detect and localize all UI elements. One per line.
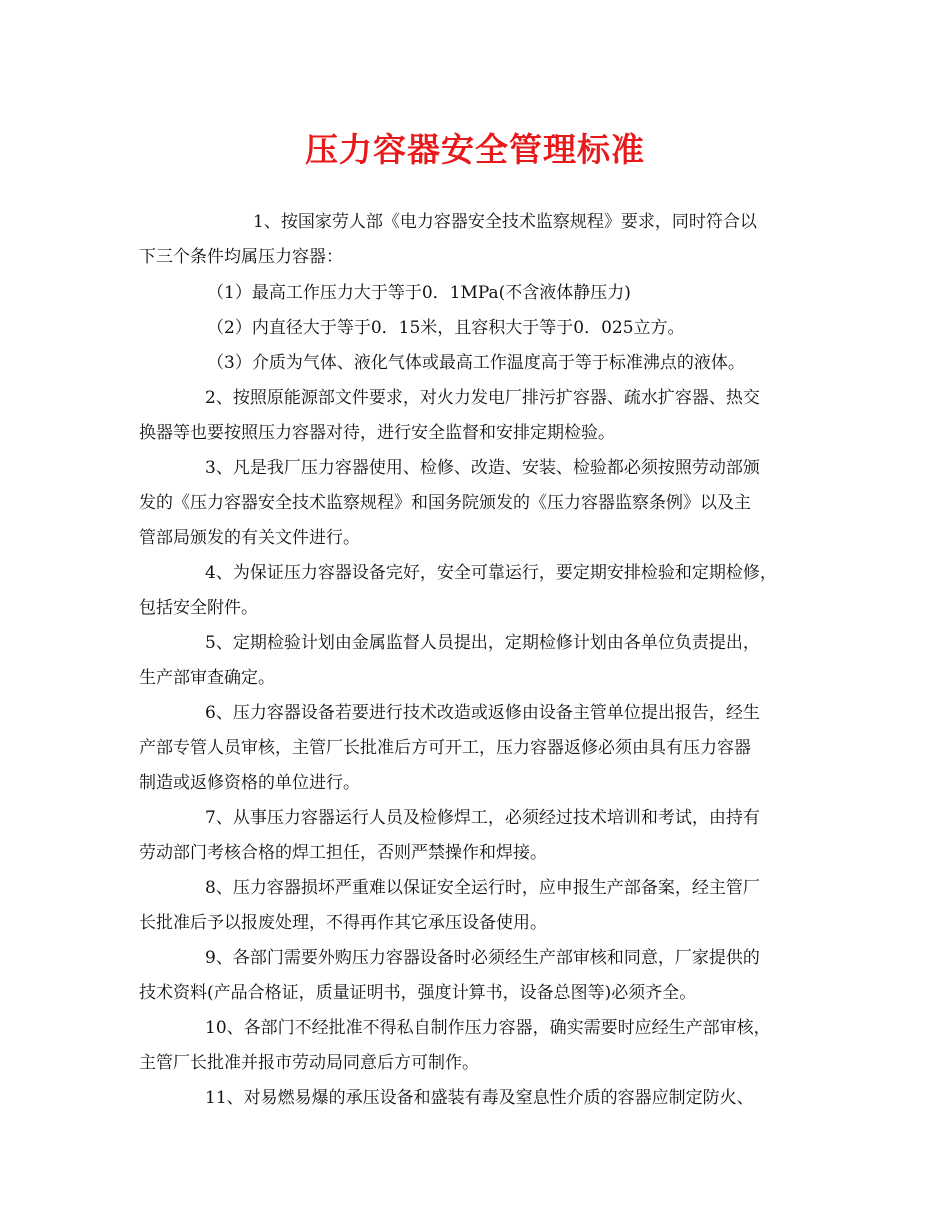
text-line: （1）最高工作压力大于等于0．1MPa(不含液体静压力): [207, 283, 631, 303]
text-line: 管部局颁发的有关文件进行。: [139, 528, 360, 548]
text-line: 长批准后予以报废处理，不得再作其它承压设备使用。: [139, 913, 547, 933]
text-line: 下三个条件均属压力容器：: [139, 247, 343, 267]
text-line: 11、对易燃易爆的承压设备和盛装有毒及窒息性介质的容器应制定防火、: [205, 1088, 754, 1108]
text-line: 制造或返修资格的单位进行。: [139, 773, 360, 793]
text-line: 7、从事压力容器运行人员及检修焊工，必须经过技术培训和考试，由持有: [205, 808, 760, 828]
text-line: 1、按国家劳人部《电力容器安全技术监察规程》要求，同时符合以: [253, 212, 757, 232]
text-line: 生产部审查确定。: [139, 668, 275, 688]
document-title: 压力容器安全管理标准: [305, 130, 645, 169]
text-line: 4、为保证压力容器设备完好，安全可靠运行，要定期安排检验和定期检修，: [205, 563, 777, 583]
text-line: 9、各部门需要外购压力容器设备时必须经生产部审核和同意，厂家提供的: [205, 948, 760, 968]
text-line: 6、压力容器设备若要进行技术改造或返修由设备主管单位提出报告，经生: [205, 703, 760, 723]
text-line: 3、凡是我厂压力容器使用、检修、改造、安装、检验都必须按照劳动部颁: [205, 458, 760, 478]
text-line: 2、按照原能源部文件要求，对火力发电厂排污扩容器、疏水扩容器、热交: [205, 388, 760, 408]
text-line: 产部专管人员审核，主管厂长批准后方可开工，压力容器返修必须由具有压力容器: [139, 738, 751, 758]
text-line: 包括安全附件。: [139, 598, 258, 618]
text-line: 5、定期检验计划由金属监督人员提出，定期检修计划由各单位负责提出，: [205, 633, 760, 653]
text-line: 8、压力容器损坏严重难以保证安全运行时，应申报生产部备案，经主管厂: [205, 878, 760, 898]
text-line: 劳动部门考核合格的焊工担任，否则严禁操作和焊接。: [139, 843, 547, 863]
text-line: 10、各部门不经批准不得私自制作压力容器，确实需要时应经生产部审核，: [205, 1018, 771, 1038]
text-line: 发的《压力容器安全技术监察规程》和国务院颁发的《压力容器监察条例》以及主: [139, 493, 751, 513]
text-line: 换器等也要按照压力容器对待，进行安全监督和安排定期检验。: [139, 423, 615, 443]
text-line: （2）内直径大于等于0．15米，且容积大于等于0．025立方。: [207, 318, 685, 338]
text-line: 技术资料(产品合格证，质量证明书，强度计算书，设备总图等)必须齐全。: [139, 983, 697, 1003]
text-line: （3）介质为气体、液化气体或最高工作温度高于等于标准沸点的液体。: [207, 353, 745, 373]
text-line: 主管厂长批准并报市劳动局同意后方可制作。: [139, 1053, 479, 1073]
